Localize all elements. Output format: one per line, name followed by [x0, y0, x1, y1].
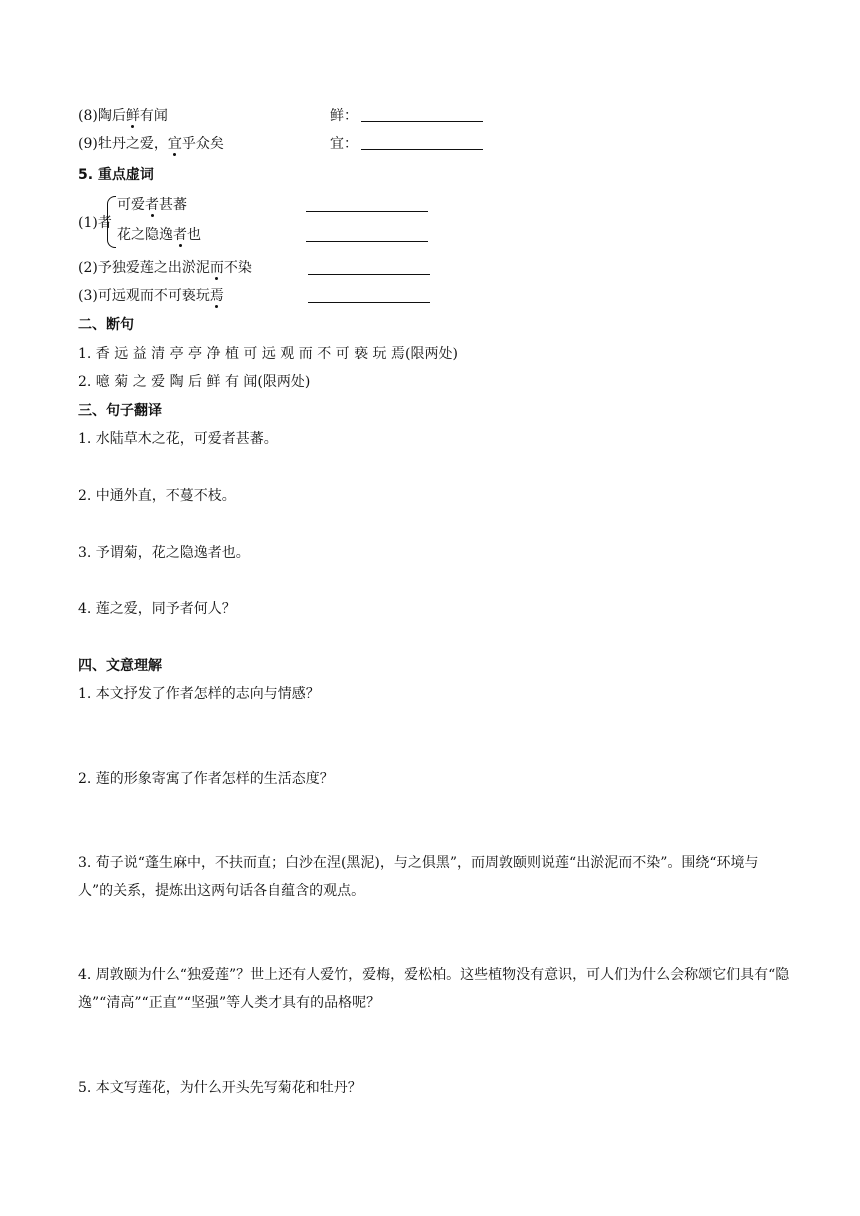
section-3-q2: 2. 中通外直，不蔓不枝。 — [78, 488, 236, 504]
vocab-item-8-answer-label: 鲜： — [330, 108, 358, 124]
section-2-q1: 1. 香 远 益 清 亭 亭 净 植 可 远 观 而 不 可 亵 玩 焉(限两处) — [78, 346, 458, 362]
function-words-heading: 5. 重点虚词 — [78, 167, 154, 183]
dotted-char: 者 — [145, 197, 159, 213]
item-1b: 花之隐逸者也 — [117, 227, 201, 243]
section-3-q3: 3. 予谓菊，花之隐逸者也。 — [78, 545, 250, 561]
dotted-char: 而 — [209, 260, 224, 276]
dotted-char: 者 — [173, 227, 187, 243]
section-3-q4: 4. 莲之爱，同予者何人？ — [78, 601, 236, 617]
item-1-label: (1)者 — [78, 215, 112, 231]
item-1a: 可爱者甚蕃 — [117, 197, 187, 213]
section-4-q1: 1. 本文抒发了作者怎样的志向与情感？ — [78, 686, 320, 702]
section-2-title: 二、断句 — [78, 317, 134, 333]
answer-blank-3[interactable] — [308, 290, 430, 303]
section-4-q4: 4. 周敦颐为什么“独爱莲”？世上还有人爱竹，爱梅，爱松柏。这些植物没有意识，可人们为什么会称颂它们具有“隐逸”“清高”“正直”“坚强”等人类才具有的品格呢？ — [78, 967, 790, 1011]
section-3-title: 三、句子翻译 — [78, 403, 162, 419]
section-3-q1: 1. 水陆草木之花，可爱者甚蕃。 — [78, 431, 278, 447]
dotted-char: 宜 — [167, 136, 182, 152]
answer-blank-2[interactable] — [308, 262, 430, 275]
section-4-title: 四、文意理解 — [78, 658, 162, 674]
answer-blank-1a[interactable] — [306, 199, 428, 212]
brace-bracket — [107, 196, 116, 248]
item-3: (3)可远观而不可亵玩焉 — [78, 288, 224, 304]
vocab-item-9-answer-label: 宜： — [330, 136, 358, 152]
section-4-q5: 5. 本文写莲花，为什么开头先写菊花和牡丹？ — [78, 1080, 362, 1096]
dotted-char: 鲜 — [125, 108, 140, 124]
section-4-q3: 3. 荀子说“蓬生麻中，不扶而直；白沙在涅(黑泥)，与之俱黑”，而周敦颐则说莲“出淤泥而不染”。围绕“环境与人”的关系，提炼出这两句话各自蕴含的观点。 — [78, 855, 759, 899]
vocab-item-8: (8)陶后鲜有闻 — [78, 108, 168, 124]
answer-blank-9[interactable] — [361, 137, 483, 150]
section-2-q2: 2. 噫 菊 之 爱 陶 后 鲜 有 闻(限两处) — [78, 374, 311, 390]
dotted-char: 焉 — [209, 288, 224, 304]
answer-blank-8[interactable] — [361, 109, 483, 122]
answer-blank-1b[interactable] — [306, 229, 428, 242]
vocab-item-9: (9)牡丹之爱，宜乎众矣 — [78, 136, 224, 152]
section-4-q2: 2. 莲的形象寄寓了作者怎样的生活态度？ — [78, 771, 334, 787]
item-2: (2)予独爱莲之出淤泥而不染 — [78, 260, 252, 276]
